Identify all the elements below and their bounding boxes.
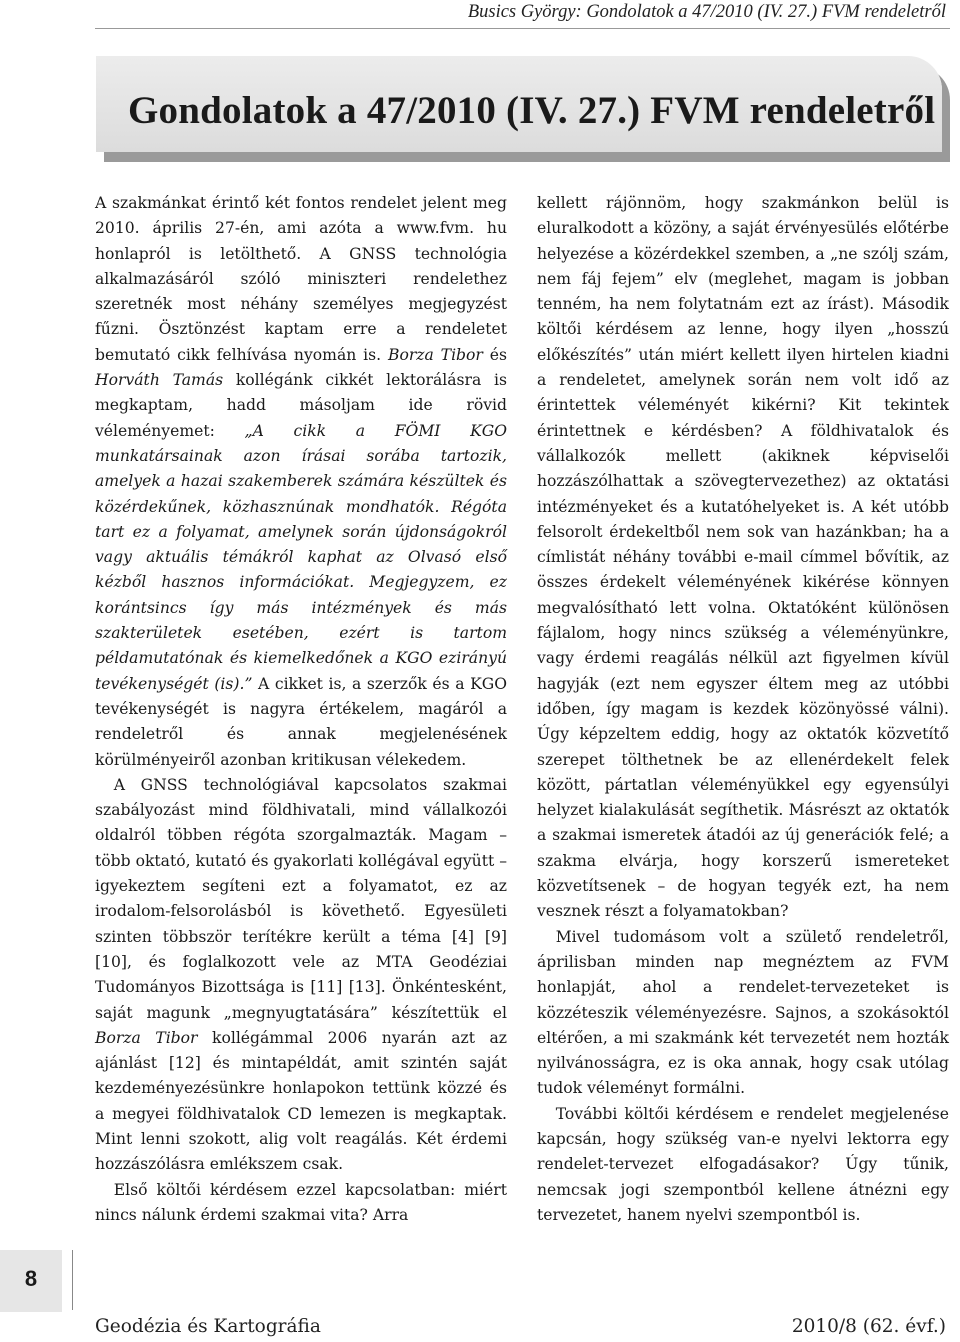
paragraph: További költői kérdésem e rendelet megjelenése kapcsán, hogy szükség van-e nyelvi lektorra egy rendelet-tervezet elfogadásakor? Úgy tűnik, nemcsak jogi szempontból kellene átnézni egy tervezetet, hanem nyelvi szempontból is. [537, 1104, 949, 1224]
text-run: kollégánk cikkét lektorálásra is megkaptam, hadd másoljam ide rövid véleményemet: [95, 371, 507, 440]
left-column [95, 191, 507, 1228]
text-run: A szakmánkat érintő két fontos rendelet jelent meg 2010. április 27-én, ami azóta a www.fvm. hu honlapról is letölthető. A GNSS technológia alkalmazásáról szóló miniszteri rendelethez szeretnék most néhány személyes megjegyzést fűzni. Ösztönzést kaptam erre a rendeletet bemutató cikk felhívása nyomán is. [95, 194, 507, 364]
paragraph: Első költői kérdésem ezzel kapcsolatban: miért nincs nálunk érdemi szakmai vita? Arra [95, 1180, 507, 1224]
page-number-rule [72, 1250, 73, 1310]
author-name: Borza Tibor [387, 345, 483, 364]
page-number-box [0, 1250, 62, 1312]
running-head: Busics György: Gondolatok a 47/2010 (IV. 27.) FVM rendeletről [467, 2, 946, 22]
quotation: „A cikk a FÖMI KGO munkatársainak azon írásai sorába tartozik, amelyek a hazai szakemberek számára készültek és közérdekűnek, közhasznúnak mondhatók. Régóta tart ez a folyamat, amelynek során újdonságokról vagy aktuális témákról kaphat az Olvasó első kézből hasznos információkat. Megjegyzem, ez korántsincs így más intézmények és más szakterületek esetében, ezért is tartom példamutatónak és kiemelkedőnek a KGO ezirányú tevékenységét (is).” [95, 421, 507, 693]
paragraph [95, 191, 507, 773]
title-band [96, 56, 942, 152]
paragraph: Mivel tudomásom volt a születő rendeletről, áprilisban minden nap megnéztem az FVM honlapját, ahol a rendelet-tervezeteket is közzéteszik véleményezésre. Sajnos, a szokásoktól eltérően, a mi szakmánk két tervezetét nem hozták nyilvánosságra, ez is oka annak, hogy csak utólag tudok véleményt formálni. [537, 927, 949, 1098]
page-number: 8 [24, 1266, 38, 1291]
text-run: A GNSS technológiával kapcsolatos szakmai szabályozást mind földhivatali, mind vállalkozói oldalról többen régóta szorgalmazták. Magam – több oktató, kutató és gyakorlati kollégával együtt – igyekeztem segíteni ezt a folyamatot, ez az irodalom-felsorolásból is követhető. Egyesületi szinten többször terítékre került a téma [4] [9] [10], és foglalkozott vele az MTA Geodéziai Tudományos Bizottsága is [11] [13]. Önkéntesként, saját magunk „megnyugtatására” készítettük el [95, 775, 507, 1022]
issue-number: 2010/8 (62. évf.) [791, 1316, 946, 1337]
article-title: Gondolatok a 47/2010 (IV. 27.) FVM rendeletről [128, 89, 936, 132]
paragraph: kellett rájönnöm, hogy szakmánkon belül is eluralkodott a közöny, a saját érvényesülés előtérbe helyezése a közérdekkel szemben, a „ne szólj szám, nem fáj fejem” elv (meglehet, magam is jobban tenném, ha nem folytatnám ezt az írást). Második költői kérdésem az lenne, hogy ilyen „hosszú előkészítés” után miért kellett ilyen hirtelen kiadni a rendeletet, amelynek során nem volt idő az érintettek véleményét kikérni? Kit tekintek érintettnek e kérdésben? A földhivatalok és vállalkozók mellett (akiknek képviselői hozzászólhattak a szövegtervezethez) az oktatási intézményeket és a kutatóhelyeket is. A két utóbb felsorolt érdekeltből nem sok van hazánkban; ha a címlistát néhány további e-mail címmel bővítik, az összes érdekelt véleményének kikérése könnyen megvalósítható lett volna. Oktatóként különösen fájlalom, hogy nincs szükség a véleményünkre, vagy érdemi reagálás nélkül azt figyelmen kívül hagyják (ezt nem egyszer éltem meg az utóbbi időben, így magam is kezdek közönyössé válni). Úgy képzeltem eddig, hogy az oktatók közvetítő szerepet tölthetnek be az ellenérdekelt felek között, pártatlan véleményükkel egy egyensúlyi helyzet kialakulását segíthetik. Másrészt az oktatók a szakmai ismeretek átadói az új generációk felé; a szakma elvárja, hogy korszerű ismereteket közvetítsenek – de hogyan tegyék ezt, ha nem vesznek részt a folyamatokban? [537, 194, 949, 921]
author-name: Borza Tibor [95, 1028, 198, 1047]
text-run: kollégámmal 2006 nyarán azt az ajánlást [12] és mintapéldát, amit szintén saját kezdeményezésünkre honlapokon tettünk közzé és a megyei földhivatalok CD lemezen is megkaptak. Mint lenni szokott, alig volt reagálás. Két érdemi hozzászólásra emlékszem csak. [95, 1028, 508, 1174]
header-rule [95, 28, 950, 29]
text-run: A cikket is, a szerzők és a KGO tevékenységét is nagyra értékelem, magáról a rendeletről és annak megjelenésének körülményeiről azonban kritikusan vélekedem. [95, 674, 507, 769]
journal-name: Geodézia és Kartográfia [95, 1316, 321, 1337]
text-run: és [482, 345, 507, 364]
paragraph [95, 773, 507, 1178]
right-column [537, 191, 949, 1228]
author-name: Horváth Tamás [95, 371, 224, 390]
